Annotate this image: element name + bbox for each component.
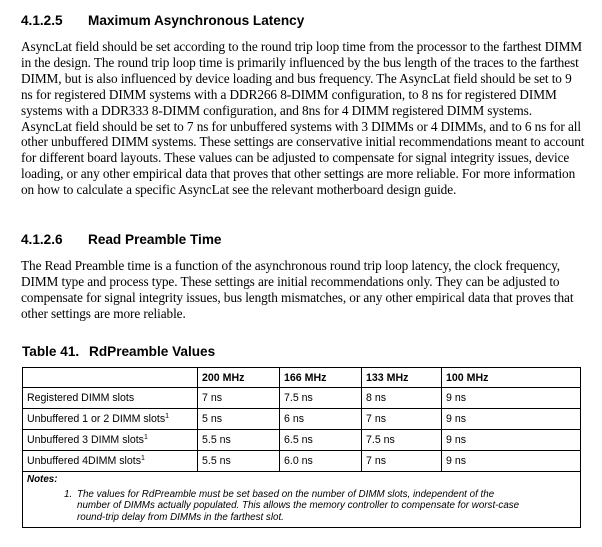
- table-cell: 5.5 ns: [198, 430, 280, 451]
- table-cell: 7 ns: [198, 388, 280, 409]
- table-cell: 8 ns: [362, 388, 442, 409]
- notes-title: Notes:: [27, 474, 58, 485]
- table-notes-row: [23, 472, 581, 528]
- row-label: [23, 388, 198, 409]
- table-cell: 6 ns: [280, 409, 362, 430]
- table-header-row: [23, 368, 581, 388]
- row-label-text: Unbuffered 1 or 2 DIMM slots: [27, 413, 166, 425]
- table-row: [23, 409, 581, 430]
- row-label-text: Unbuffered 4DIMM slots: [27, 455, 142, 467]
- table-row: [23, 451, 581, 472]
- table-cell: 9 ns: [442, 430, 581, 451]
- table-cell: 7 ns: [362, 451, 442, 472]
- section-title: Maximum Asynchronous Latency: [88, 13, 305, 28]
- table-cell: 5.5 ns: [198, 451, 280, 472]
- table-caption-number: Table 41.: [22, 344, 80, 359]
- section-number: 4.1.2.6: [21, 232, 63, 247]
- table-row: [23, 430, 581, 451]
- table-cell: 6.5 ns: [280, 430, 362, 451]
- row-label-text: Registered DIMM slots: [27, 392, 135, 404]
- section-number: 4.1.2.5: [21, 13, 63, 28]
- footnote-ref: 1: [143, 434, 148, 441]
- table-cell: 7.5 ns: [362, 430, 442, 451]
- note-text: The values for RdPreamble must be set based on the number of DIMM slots, independent of the number of DIMMs actually populated. This allows the memory controller to compensate for worst-case round-trip delay from DIMMs in the farthest slot.: [77, 489, 520, 523]
- footnote-ref: 1: [141, 455, 145, 462]
- row-label: [23, 451, 198, 472]
- section-title: Read Preamble Time: [88, 232, 222, 247]
- table-row: [23, 388, 581, 409]
- footnote-ref: 1: [165, 413, 170, 420]
- table-caption-title: RdPreamble Values: [89, 344, 216, 359]
- table-notes: [23, 472, 581, 528]
- table-cell: 9 ns: [442, 451, 581, 472]
- row-label: [23, 430, 198, 451]
- table-cell: 9 ns: [442, 388, 581, 409]
- rdpreamble-table: [22, 367, 581, 528]
- table-cell: 9 ns: [442, 409, 581, 430]
- table-cell: 6.0 ns: [280, 451, 362, 472]
- note-number: 1.: [64, 489, 73, 500]
- table-header-cell: [23, 368, 198, 388]
- table-cell: 7 ns: [362, 409, 442, 430]
- table-header-cell: 166 MHz: [280, 368, 362, 388]
- table-header-cell: 133 MHz: [362, 368, 442, 388]
- section-heading-read-preamble: [21, 232, 221, 247]
- row-label-text: Unbuffered 3 DIMM slots: [27, 434, 144, 446]
- table-header-cell: 100 MHz: [442, 368, 581, 388]
- table-caption: [22, 344, 215, 359]
- table-header-cell: 200 MHz: [198, 368, 280, 388]
- note-item: [27, 489, 580, 523]
- table-cell: 5 ns: [198, 409, 280, 430]
- row-label: [23, 409, 198, 430]
- table-cell: 7.5 ns: [280, 388, 362, 409]
- section-paragraph-read-preamble: The Read Preamble time is a function of the asynchronous round trip loop latency, the clock frequency, DIMM type and process type. These settings are initial recommendations only. They can be adjusted to compensate for signal integrity issues, bus length mismatches, or any other empirical data that proves that other settings are more reliable.: [21, 258, 574, 321]
- section-heading-async-latency: [21, 13, 304, 28]
- section-paragraph-async-latency: AsyncLat field should be set according to the round trip loop time from the processor to the farthest DIMM in the design. The round trip loop time is primarily influenced by the bus length of the traces to the farthest DIMM, but is also influenced by device loading and bus frequency. The AsyncLat field should be set to 9 ns for registered DIMM systems with a DDR266 8-DIMM configuration, to 8 ns for registered DIMM systems with a DDR333 8-DIMM configuration, and 8ns for 4 DIMM registered DIMM systems. AsyncLat field should be set to 7 ns for unbuffered systems with 3 DIMMs or 4 DIMMs, and to 6 ns for all other unbuffered DIMM systems. These settings are conservative initial recommendations meant to account for different board layouts. These values can be adjusted to compensate for signal integrity issues, device loading, or any other empirical data that proves that other settings are more reliable. For more information on how to calculate a specific AsyncLat see the relevant motherboard design guide.: [21, 39, 585, 198]
